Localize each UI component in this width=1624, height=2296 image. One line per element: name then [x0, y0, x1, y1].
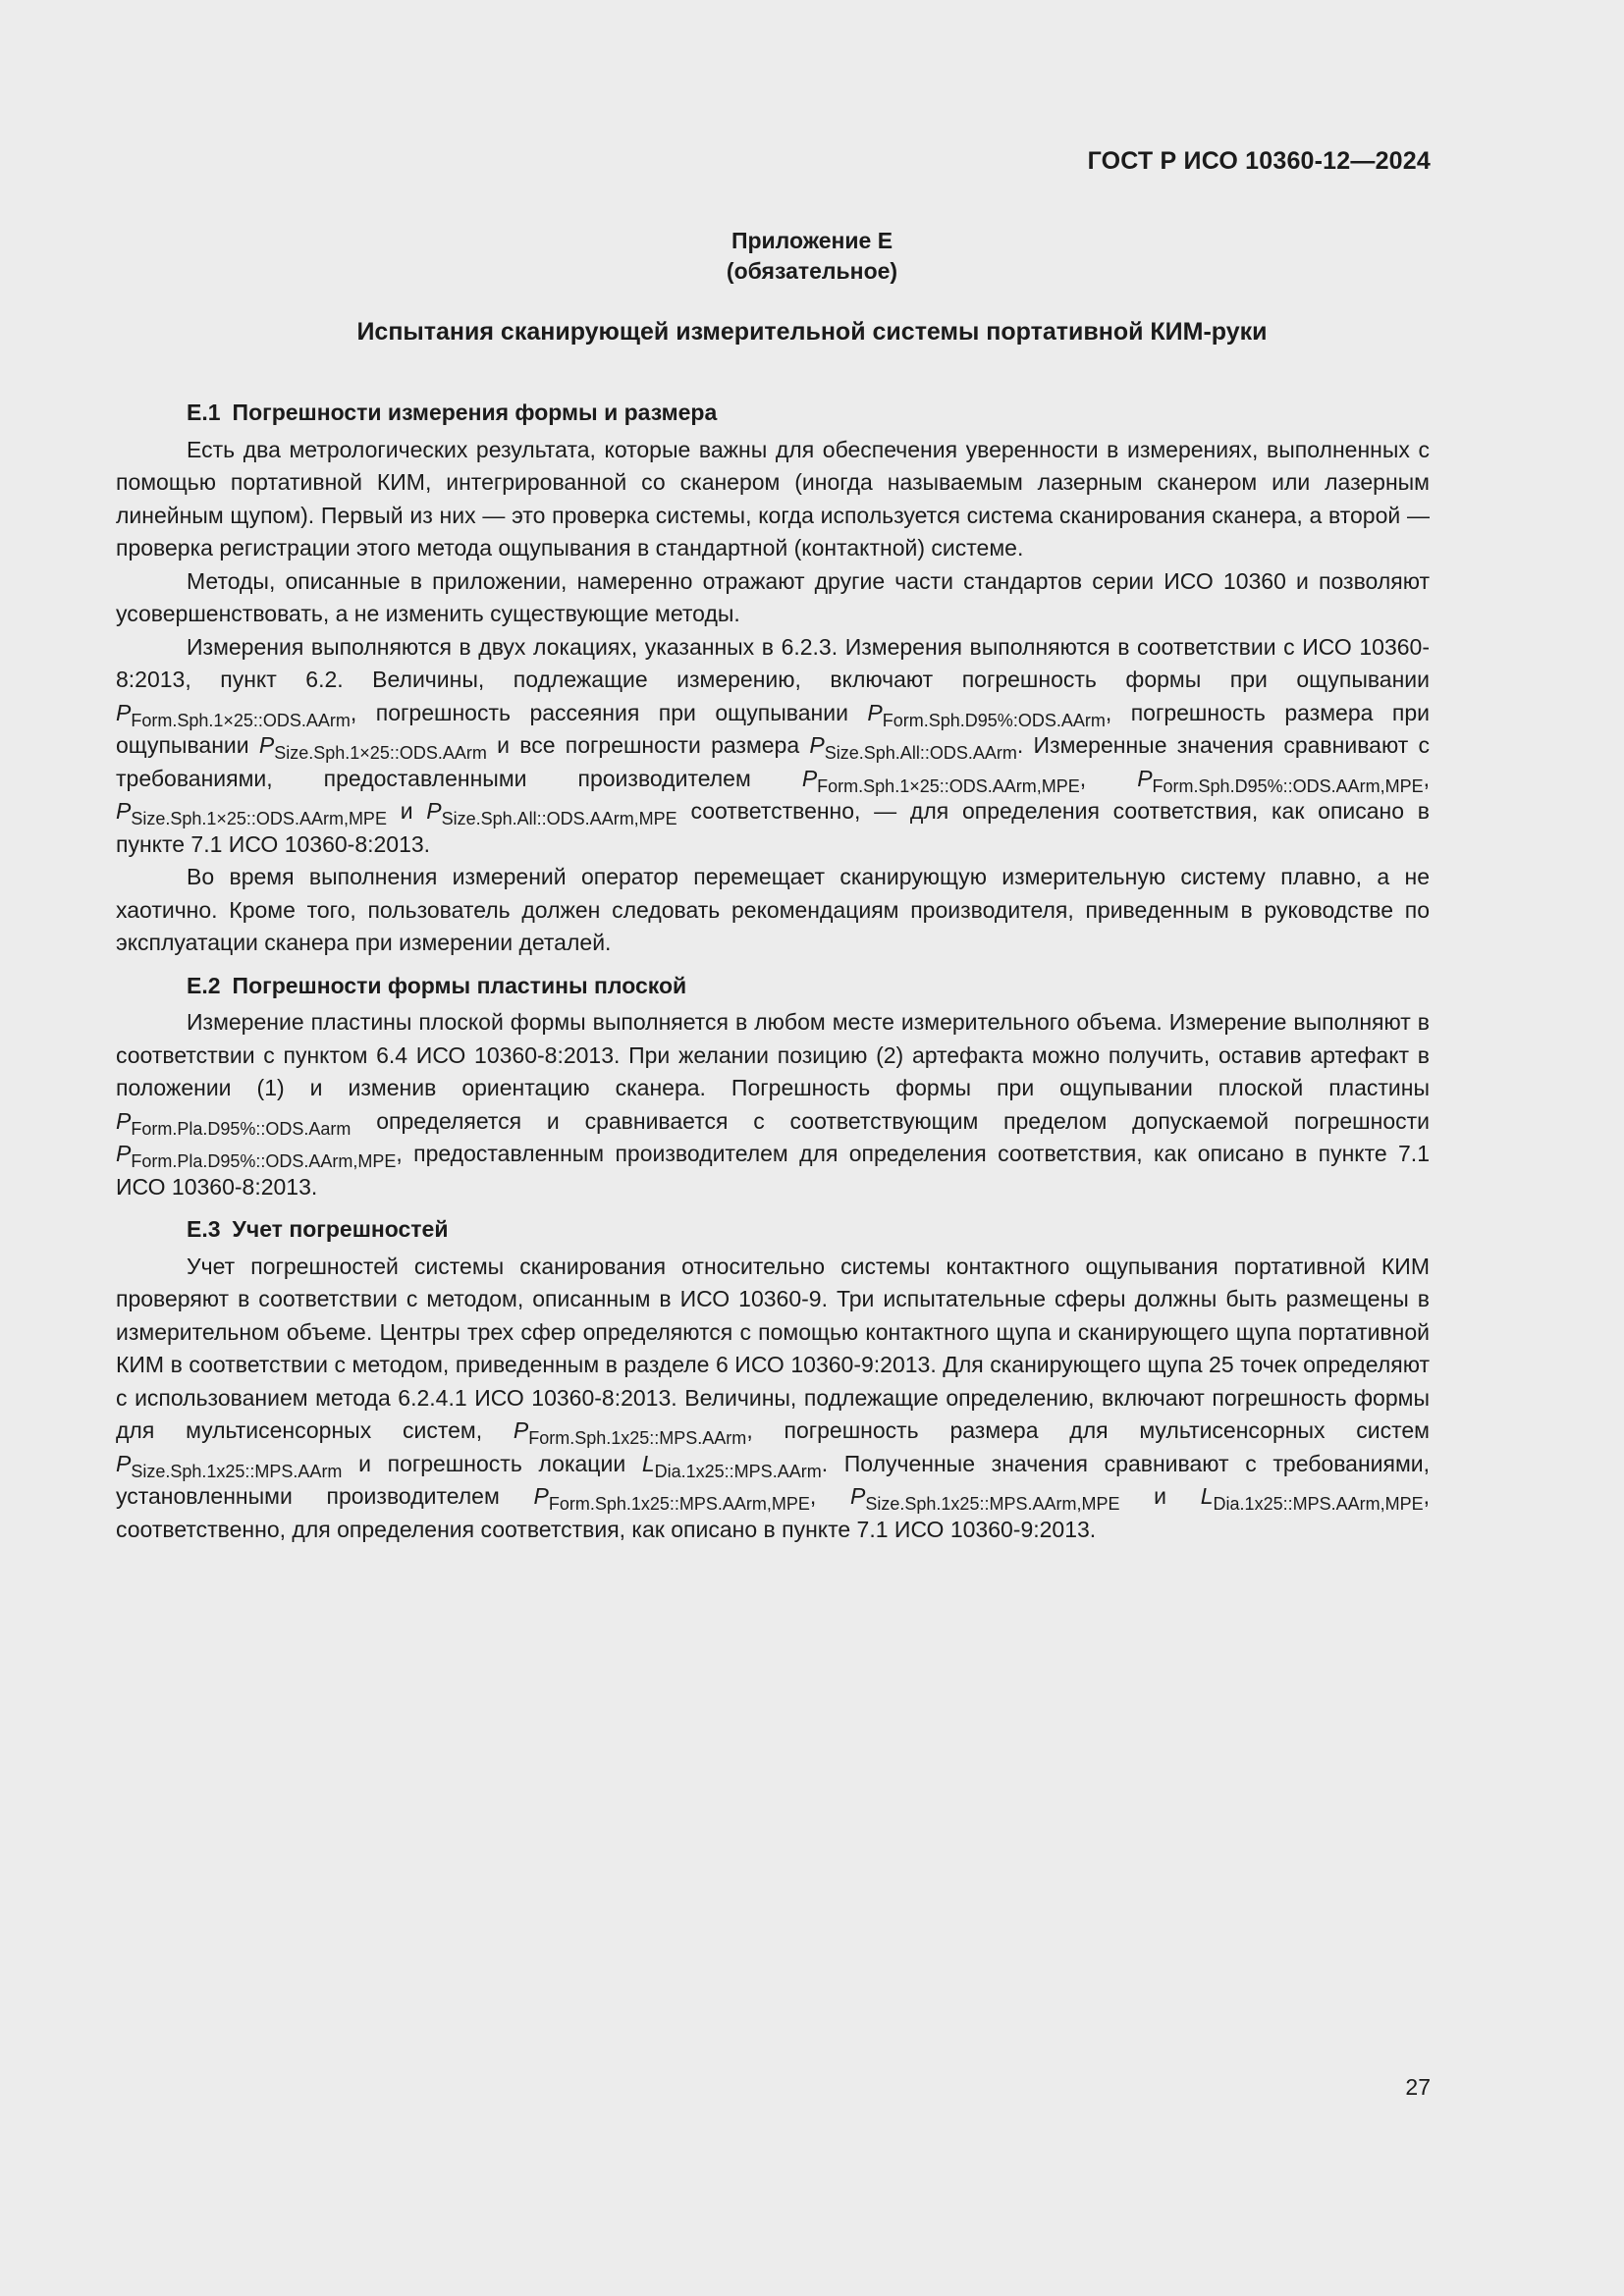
text-run: , предоставленным производителем для определения соответствия, как описано в пункте 7.1 ИСО 10360-8:2013. [116, 1141, 1430, 1200]
symbol [116, 699, 351, 730]
symbol [641, 1450, 822, 1481]
symbol-subscript: Form.Sph.1×25::ODS.AArm [131, 710, 351, 730]
text-run: . Измеренные значения сравнивают с требованиями, предоставленными производителем [116, 732, 1430, 791]
symbol-letter: L [1200, 1483, 1214, 1509]
symbol-subscript: Size.Sph.All::ODS.AArm,MPE [441, 809, 677, 828]
symbol [809, 732, 1017, 763]
section-title: Погрешности измерения формы и размера [232, 400, 718, 425]
section-heading [116, 397, 1430, 430]
symbol-letter: P [116, 1141, 132, 1166]
section-heading [116, 970, 1430, 1003]
symbol-subscript: Form.Sph.1x25::MPS.AArm,MPE [548, 1494, 810, 1514]
text-run: , погрешность размера при ощупывании [116, 699, 1430, 758]
symbol-letter: P [533, 1483, 549, 1509]
symbol-subscript: Form.Pla.D95%::ODS.Aarm [131, 1118, 352, 1139]
text-run: определяется и сравнивается с соответствующим пределом допускаемой погрешности [351, 1107, 1430, 1134]
symbol-letter: P [513, 1417, 529, 1443]
symbol [850, 1483, 1120, 1514]
paragraph: Есть два метрологических результата, которые важны для обеспечения уверенности в измерениях, выполненных с помощью портативной КИМ, интегрированной со сканером (иногда называемым лазерным сканером или лазерным линейным щупом). Первый из них — это проверка системы, когда используется система сканирования сканера, а второй — проверка регистрации этого метода ощупывания в стандартной (контактной) системе. [116, 436, 1430, 561]
paragraph [116, 1006, 1430, 1203]
document-body [116, 397, 1430, 1546]
symbol [116, 1107, 352, 1139]
paragraph [116, 631, 1430, 862]
page-number: 27 [1405, 2074, 1431, 2100]
symbol-subscript: Form.Sph.D95%:ODS.AArm [882, 710, 1106, 730]
text-run: Измерения выполняются в двух локациях, указанных в 6.2.3. Измерения выполняются в соответствии с ИСО 10360-8:2013, пункт 6.2. Величины, подлежащие измерению, включают погрешность формы при ощупывании [116, 633, 1430, 692]
symbol-letter: P [867, 699, 883, 725]
annex-title-block [0, 226, 1624, 287]
text-run: , погрешность рассеяния при ощупывании [350, 699, 868, 725]
symbol [867, 699, 1106, 730]
symbol-subscript: Size.Sph.1x25::MPS.AArm [131, 1461, 343, 1481]
text-run: соответственно, — для определения соответствия, как описано в пункте 7.1 ИСО 10360-8:2013. [116, 798, 1430, 857]
annex-heading: Испытания сканирующей измерительной системы портативной КИМ-руки [356, 318, 1268, 346]
symbol [1200, 1483, 1424, 1514]
paragraph: Во время выполнения измерений оператор перемещает сканирующую измерительную систему плавно, а не хаотично. Кроме того, пользователь должен следовать рекомендациям производителя, приведенным в руководстве по эксплуатации сканера при измерении деталей. [116, 864, 1430, 955]
symbol-subscript: Size.Sph.All::ODS.AArm [824, 743, 1017, 763]
symbol-subscript: Size.Sph.1×25::ODS.AArm [274, 743, 487, 763]
symbol-letter: P [258, 732, 275, 758]
symbol [513, 1417, 747, 1448]
text-run: и погрешность локации [342, 1450, 642, 1476]
symbol-letter: P [801, 765, 818, 791]
paragraph [116, 1251, 1430, 1547]
symbol-letter: P [809, 732, 825, 758]
symbol-letter: P [116, 699, 132, 725]
text-run: Измерение пластины плоской формы выполняется в любом месте измерительного объема. Измерение выполняют в соответствии с пунктом 6.4 ИСО 10360-8:2013. При желании позицию (2) артефакта можно получить, оставив артефакт в положении (1) и изменив ориентацию сканера. Погрешность формы при ощупывании плоской пластины [116, 1009, 1430, 1100]
symbol [116, 1450, 343, 1481]
paragraph: Методы, описанные в приложении, намеренно отражают другие части стандартов серии ИСО 10360 и позволяют усовершенствовать, а не изменить существующие методы. [116, 567, 1430, 626]
symbol-letter: P [116, 798, 132, 824]
text-run: Учет погрешностей системы сканирования относительно системы контактного ощупывания портативной КИМ проверяют в соответствии с методом, описанным в ИСО 10360-9. Три испытательные сферы должны быть размещены в измерительном объеме. Центры трех сфер определяются с помощью контактного щупа и сканирующего щупа портативной КИМ в соответствии с методом, приведенным в разделе 6 ИСО 10360-9:2013. Для сканирующего щупа 25 точек определяют с использованием метода 6.2.4.1 ИСО 10360-8:2013. Величины, подлежащие определению, включают погрешность формы для мультисенсорных систем, [116, 1253, 1430, 1443]
section-e3 [116, 1213, 1430, 1546]
text-run: и все погрешности размера [486, 732, 810, 758]
symbol [801, 765, 1080, 796]
symbol-letter: P [116, 1107, 132, 1134]
symbol-subscript: Form.Sph.1x25::MPS.AArm [528, 1428, 747, 1448]
symbol [426, 798, 677, 828]
text-run: и [1119, 1483, 1201, 1509]
symbol [116, 798, 387, 828]
symbol-subscript: Form.Sph.1×25::ODS.AArm,MPE [817, 775, 1080, 796]
symbol [1137, 765, 1424, 796]
symbol-letter: P [116, 1450, 132, 1476]
section-title: Учет погрешностей [232, 1216, 449, 1242]
symbol-subscript: Form.Pla.D95%::ODS.AArm,MPE [131, 1151, 397, 1171]
text-run: и [386, 798, 427, 824]
symbol-letter: L [641, 1450, 655, 1476]
symbol-letter: P [426, 798, 442, 824]
symbol-subscript: Size.Sph.1×25::ODS.AArm,MPE [131, 809, 387, 828]
symbol-subscript: Size.Sph.1x25::MPS.AArm,MPE [865, 1494, 1120, 1514]
annex-title: Приложение Е [731, 228, 893, 253]
text-run: , погрешность размера для мультисенсорных систем [746, 1417, 1430, 1443]
section-number: Е.3 [187, 1216, 221, 1242]
text-run: , [809, 1483, 851, 1509]
symbol-letter: P [1137, 765, 1153, 791]
symbol [258, 732, 487, 763]
symbol-letter: P [850, 1483, 866, 1509]
section-title: Погрешности формы пластины плоской [232, 972, 687, 998]
text-run: , [1423, 765, 1431, 791]
symbol-subscript: Dia.1x25::MPS.AArm [654, 1461, 822, 1481]
standard-designation: ГОСТ Р ИСО 10360-12—2024 [1087, 147, 1431, 175]
text-run: . Полученные значения сравнивают с требованиями, установленными производителем [116, 1450, 1430, 1509]
text-run: , соответственно, для определения соответствия, как описано в пункте 7.1 ИСО 10360-9:2013. [116, 1483, 1430, 1542]
symbol [116, 1141, 397, 1171]
section-number: Е.1 [187, 400, 221, 425]
section-e2 [116, 970, 1430, 1204]
symbol-subscript: Form.Sph.D95%::ODS.AArm,MPE [1152, 775, 1424, 796]
annex-status: (обязательное) [726, 258, 898, 284]
section-e1 [116, 397, 1430, 960]
symbol [533, 1483, 810, 1514]
section-number: Е.2 [187, 972, 221, 998]
symbol-subscript: Dia.1x25::MPS.AArm,MPE [1213, 1494, 1424, 1514]
text-run: , [1079, 765, 1138, 791]
section-heading [116, 1213, 1430, 1247]
